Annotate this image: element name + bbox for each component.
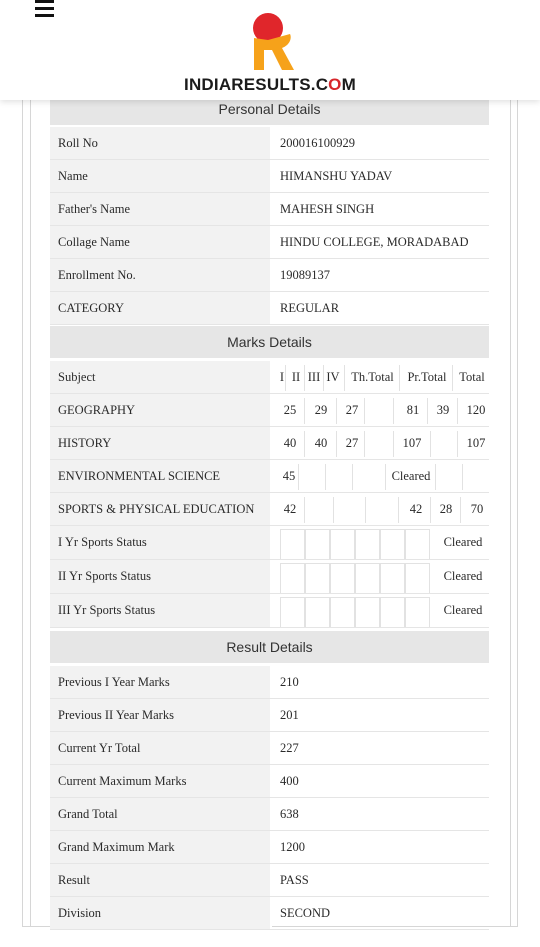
mark-practical-total: 28	[439, 502, 453, 516]
row-value: 201	[280, 708, 299, 722]
personal-row-name	[50, 160, 489, 193]
subject-name: ENVIRONMENTAL SCIENCE	[58, 469, 221, 483]
mark-paper-1: 42	[283, 502, 297, 516]
row-value: HIMANSHU YADAV	[280, 169, 393, 183]
row-value: MAHESH SINGH	[280, 202, 375, 216]
row-label: Current Yr Total	[58, 741, 141, 755]
marks-row-sports-physical-education	[50, 493, 489, 526]
sports-status-label: III Yr Sports Status	[58, 603, 156, 617]
row-label: Collage Name	[58, 235, 130, 249]
menu-icon[interactable]	[35, 0, 54, 18]
mark-total: 107	[466, 436, 486, 450]
marks-row-history	[50, 427, 489, 460]
row-label: Result	[58, 873, 90, 887]
sports-status-row-3	[50, 594, 489, 628]
subject-name: HISTORY	[58, 436, 112, 450]
marks-details-heading: Marks Details	[50, 326, 489, 358]
paper-3-header: III	[307, 370, 321, 384]
mark-paper-1: 45	[282, 469, 296, 483]
result-row-division	[50, 897, 489, 930]
row-value: REGULAR	[280, 301, 340, 315]
row-label: Grand Total	[58, 807, 118, 821]
sports-status-value: Cleared	[443, 569, 483, 583]
personal-row-roll-no	[50, 127, 489, 160]
indiaresults-logo-icon[interactable]	[240, 10, 300, 76]
row-value: 638	[280, 807, 299, 821]
paper-4-header: IV	[326, 370, 340, 384]
mark-paper-1: 40	[283, 436, 297, 450]
page-border-right-inner	[510, 100, 511, 927]
row-label: Previous I Year Marks	[58, 675, 170, 689]
subject-header: Subject	[58, 370, 96, 384]
result-details-heading: Result Details	[50, 631, 489, 663]
theory-total-header: Th.Total	[351, 370, 394, 384]
mark-paper-3: 27	[345, 436, 359, 450]
row-value: 227	[280, 741, 299, 755]
subject-name: GEOGRAPHY	[58, 403, 136, 417]
row-label: Father's Name	[58, 202, 131, 216]
sports-status-value: Cleared	[443, 535, 483, 549]
row-value: HINDU COLLEGE, MORADABAD	[280, 235, 469, 249]
mark-practical-total: 39	[436, 403, 450, 417]
result-row-result	[50, 864, 489, 897]
subject-name: SPORTS & PHYSICAL EDUCATION	[58, 502, 255, 516]
mark-paper-2: 40	[314, 436, 328, 450]
row-label: CATEGORY	[58, 301, 124, 315]
row-label: Roll No	[58, 136, 98, 150]
result-row-prev-2	[50, 699, 489, 732]
mark-total: 120	[466, 403, 486, 417]
page-border-right	[517, 100, 518, 927]
result-row-current-max	[50, 765, 489, 798]
result-row-grand-max	[50, 831, 489, 864]
mark-theory-total: 42	[409, 502, 423, 516]
mark-theory-total: 107	[402, 436, 422, 450]
row-value: 200016100929	[280, 136, 355, 150]
marks-row-geography	[50, 394, 489, 427]
row-label: Current Maximum Marks	[58, 774, 187, 788]
paper-1-header: I	[279, 370, 285, 384]
mark-theory-total: 81	[406, 403, 420, 417]
personal-details-heading: Personal Details	[50, 93, 489, 125]
sports-status-value: Cleared	[443, 603, 483, 617]
row-value: 210	[280, 675, 299, 689]
total-header: Total	[459, 370, 485, 384]
mark-paper-1: 25	[283, 403, 297, 417]
row-value: 1200	[280, 840, 305, 854]
result-row-prev-1	[50, 666, 489, 699]
personal-row-college-name	[50, 226, 489, 259]
row-label: Name	[58, 169, 88, 183]
page-border-left-inner	[30, 100, 31, 927]
page-border-left	[22, 100, 23, 927]
sports-status-label: II Yr Sports Status	[58, 569, 151, 583]
personal-row-category	[50, 292, 489, 325]
site-header	[0, 0, 540, 100]
row-label: Previous II Year Marks	[58, 708, 174, 722]
practical-total-header: Pr.Total	[407, 370, 447, 384]
row-label: Grand Maximum Mark	[58, 840, 175, 854]
result-row-grand-total	[50, 798, 489, 831]
mark-paper-3: 27	[345, 403, 359, 417]
mark-paper-2: 29	[314, 403, 328, 417]
personal-row-enrollment	[50, 259, 489, 292]
logo-wordmark[interactable]: INDIARESULTS.COM	[184, 75, 356, 94]
marks-header-row	[50, 361, 489, 394]
sports-status-row-1	[50, 526, 489, 560]
row-value: 400	[280, 774, 299, 788]
row-label: Enrollment No.	[58, 268, 136, 282]
result-row-current-total	[50, 732, 489, 765]
paper-2-header: II	[291, 370, 301, 384]
row-value: SECOND	[280, 906, 331, 920]
mark-total: 70	[470, 502, 484, 516]
row-label: Division	[58, 906, 102, 920]
sports-status-row-2	[50, 560, 489, 594]
personal-row-fathers-name	[50, 193, 489, 226]
row-value: PASS	[280, 873, 309, 887]
marks-row-environmental-science	[50, 460, 489, 493]
sports-status-label: I Yr Sports Status	[58, 535, 147, 549]
environmental-status: Cleared	[391, 469, 431, 483]
row-value: 19089137	[280, 268, 330, 282]
